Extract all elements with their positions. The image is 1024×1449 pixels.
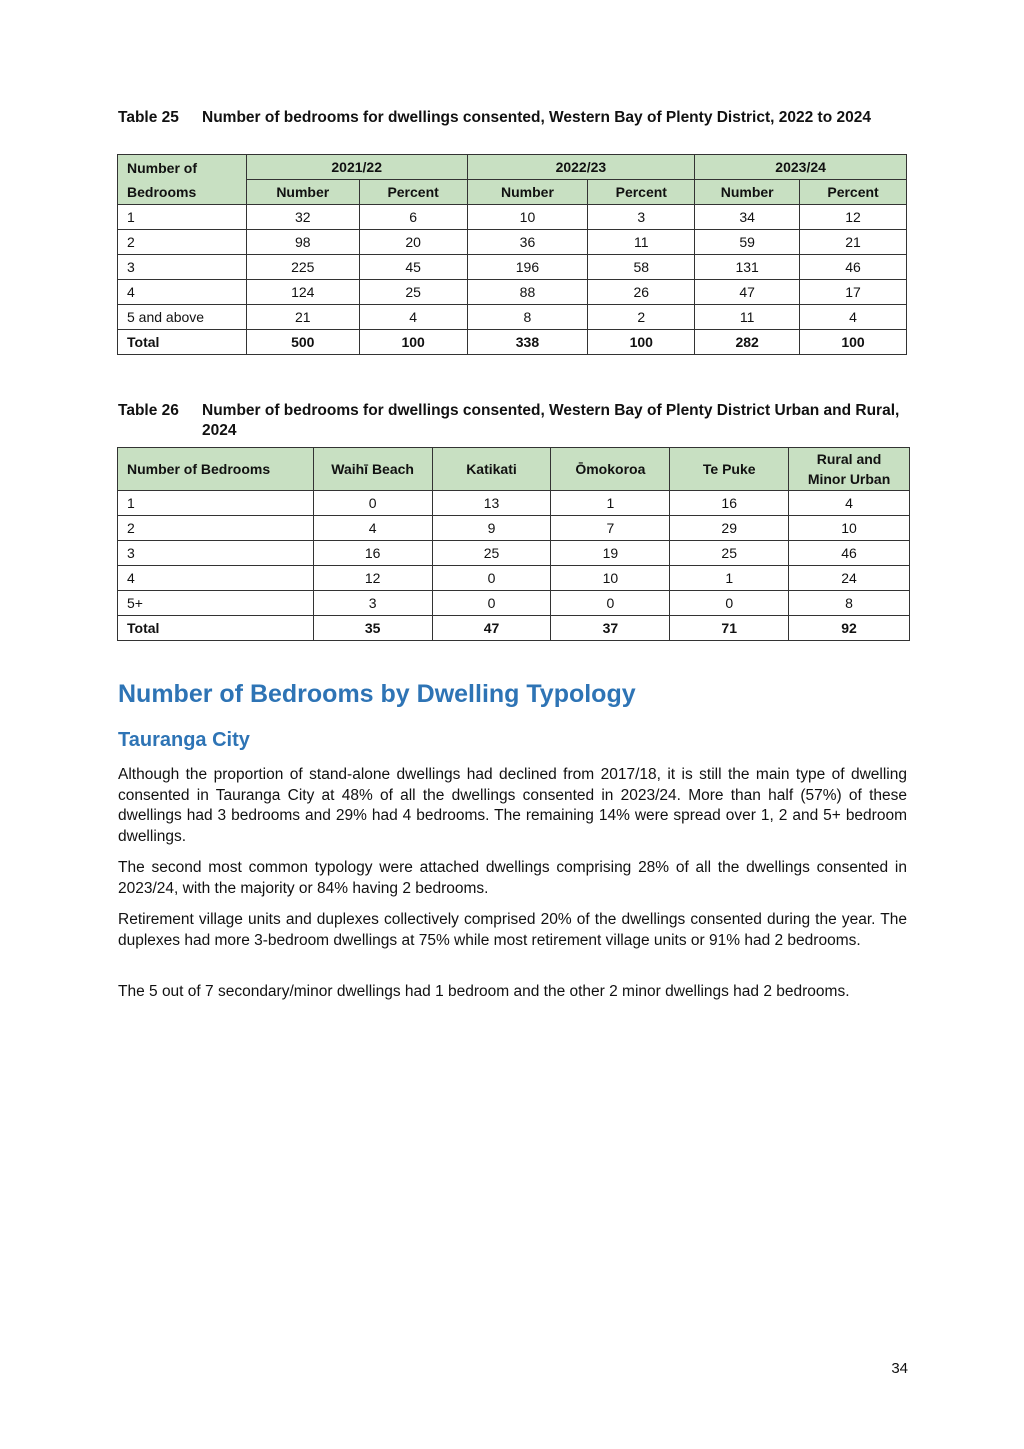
table-row — [118, 491, 910, 516]
cell: 1 — [551, 491, 670, 516]
table-25 — [117, 154, 907, 355]
cell: 47 — [695, 280, 800, 305]
row-header — [118, 155, 247, 205]
cell: 7 — [551, 516, 670, 541]
column-header: Rural and Minor Urban — [789, 448, 910, 491]
cell: 46 — [789, 541, 910, 566]
total-cell: 100 — [588, 330, 695, 355]
cell: 3 — [313, 591, 432, 616]
cell: 17 — [800, 280, 907, 305]
body-paragraph: Retirement village units and duplexes collectively comprised 20% of the dwellings consented during the year. The duplexes had more 3-bedroom dwellings at 75% while most retirement village units or 91% had 2 bedrooms. — [118, 911, 907, 949]
year-header: 2022/23 — [467, 155, 695, 180]
table-row — [118, 516, 910, 541]
row-label: 1 — [118, 205, 247, 230]
row-label: 5 and above — [118, 305, 247, 330]
row-label: 4 — [118, 280, 247, 305]
total-cell: 100 — [359, 330, 467, 355]
total-row — [118, 616, 910, 641]
cell: 1 — [670, 566, 789, 591]
cell: 88 — [467, 280, 588, 305]
body-paragraph: Although the proportion of stand-alone dwellings had declined from 2017/18, it is still the main type of dwelling consented in Tauranga City at 48% of all the dwellings consented in 2023/24. More than half (57%) of these dwellings had 3 bedrooms and 29% had 4 bedrooms. The remaining 14% were spread over 1, 2 and 5+ bedroom dwellings. — [118, 766, 907, 846]
cell: 0 — [313, 491, 432, 516]
column-header: Number — [246, 180, 359, 205]
cell: 21 — [800, 230, 907, 255]
cell: 10 — [789, 516, 910, 541]
page-number: 34 — [891, 1360, 908, 1377]
cell: 10 — [551, 566, 670, 591]
table-row — [118, 255, 907, 280]
column-header: Waihī Beach — [313, 448, 432, 491]
column-header: Percent — [800, 180, 907, 205]
cell: 12 — [800, 205, 907, 230]
total-cell: 47 — [432, 616, 551, 641]
cell: 19 — [551, 541, 670, 566]
table-row — [118, 205, 907, 230]
cell: 32 — [246, 205, 359, 230]
table-25-caption — [118, 108, 908, 128]
cell: 4 — [800, 305, 907, 330]
cell: 4 — [359, 305, 467, 330]
cell: 45 — [359, 255, 467, 280]
column-header: Ōmokoroa — [551, 448, 670, 491]
cell: 25 — [359, 280, 467, 305]
cell: 6 — [359, 205, 467, 230]
table-26 — [117, 447, 910, 641]
cell: 46 — [800, 255, 907, 280]
column-header: Number — [467, 180, 588, 205]
total-row — [118, 330, 907, 355]
total-cell: 92 — [789, 616, 910, 641]
cell: 16 — [670, 491, 789, 516]
cell: 36 — [467, 230, 588, 255]
cell: 3 — [588, 205, 695, 230]
cell: 0 — [432, 591, 551, 616]
body-paragraph: The 5 out of 7 secondary/minor dwellings had 1 bedroom and the other 2 minor dwellings had 2 bedrooms. — [118, 983, 850, 1000]
table-25-number: Table 25 — [118, 109, 179, 126]
row-label: 5+ — [118, 591, 314, 616]
year-header: 2023/24 — [695, 155, 907, 180]
cell: 131 — [695, 255, 800, 280]
table-row — [118, 591, 910, 616]
cell: 21 — [246, 305, 359, 330]
cell: 196 — [467, 255, 588, 280]
cell: 2 — [588, 305, 695, 330]
table-26-number: Table 26 — [118, 402, 179, 419]
cell: 0 — [670, 591, 789, 616]
column-header: Te Puke — [670, 448, 789, 491]
row-header: Number of Bedrooms — [118, 448, 314, 491]
table-25-title: Number of bedrooms for dwellings consented, Western Bay of Plenty District, 2022 to 2024 — [202, 109, 871, 126]
cell: 25 — [670, 541, 789, 566]
table-row — [118, 566, 910, 591]
column-header: Percent — [359, 180, 467, 205]
total-label: Total — [118, 616, 314, 641]
body-paragraph: The second most common typology were attached dwellings comprising 28% of all the dwellings consented in 2023/24, with the majority or 84% having 2 bedrooms. — [118, 859, 907, 897]
subsection-heading: Tauranga City — [118, 729, 250, 751]
row-label: 3 — [118, 541, 314, 566]
year-header: 2021/22 — [246, 155, 467, 180]
total-cell: 71 — [670, 616, 789, 641]
table-row — [118, 280, 907, 305]
table-26-caption — [118, 401, 908, 441]
column-header: Katikati — [432, 448, 551, 491]
row-label: 2 — [118, 230, 247, 255]
cell: 98 — [246, 230, 359, 255]
cell: 8 — [467, 305, 588, 330]
column-header: Number — [695, 180, 800, 205]
table-row — [118, 230, 907, 255]
cell: 16 — [313, 541, 432, 566]
row-label: 2 — [118, 516, 314, 541]
cell: 225 — [246, 255, 359, 280]
row-label: 3 — [118, 255, 247, 280]
cell: 24 — [789, 566, 910, 591]
cell: 4 — [789, 491, 910, 516]
total-cell: 500 — [246, 330, 359, 355]
total-cell: 282 — [695, 330, 800, 355]
cell: 9 — [432, 516, 551, 541]
cell: 0 — [551, 591, 670, 616]
cell: 11 — [588, 230, 695, 255]
cell: 10 — [467, 205, 588, 230]
row-header-line-2: Bedrooms — [127, 183, 197, 200]
total-cell: 338 — [467, 330, 588, 355]
cell: 8 — [789, 591, 910, 616]
cell: 0 — [432, 566, 551, 591]
cell: 59 — [695, 230, 800, 255]
total-cell: 100 — [800, 330, 907, 355]
total-cell: 35 — [313, 616, 432, 641]
cell: 26 — [588, 280, 695, 305]
row-label: 4 — [118, 566, 314, 591]
cell: 20 — [359, 230, 467, 255]
cell: 4 — [313, 516, 432, 541]
cell: 58 — [588, 255, 695, 280]
cell: 25 — [432, 541, 551, 566]
cell: 12 — [313, 566, 432, 591]
total-label: Total — [118, 330, 247, 355]
cell: 11 — [695, 305, 800, 330]
row-header-line-1: Number of — [127, 159, 197, 176]
cell: 29 — [670, 516, 789, 541]
table-row — [118, 541, 910, 566]
total-cell: 37 — [551, 616, 670, 641]
table-26-title: Number of bedrooms for dwellings consented, Western Bay of Plenty District Urban and Rural, 2024 — [202, 402, 900, 439]
row-label: 1 — [118, 491, 314, 516]
table-row — [118, 305, 907, 330]
cell: 13 — [432, 491, 551, 516]
cell: 34 — [695, 205, 800, 230]
cell: 124 — [246, 280, 359, 305]
section-heading: Number of Bedrooms by Dwelling Typology — [118, 680, 636, 708]
column-header: Percent — [588, 180, 695, 205]
